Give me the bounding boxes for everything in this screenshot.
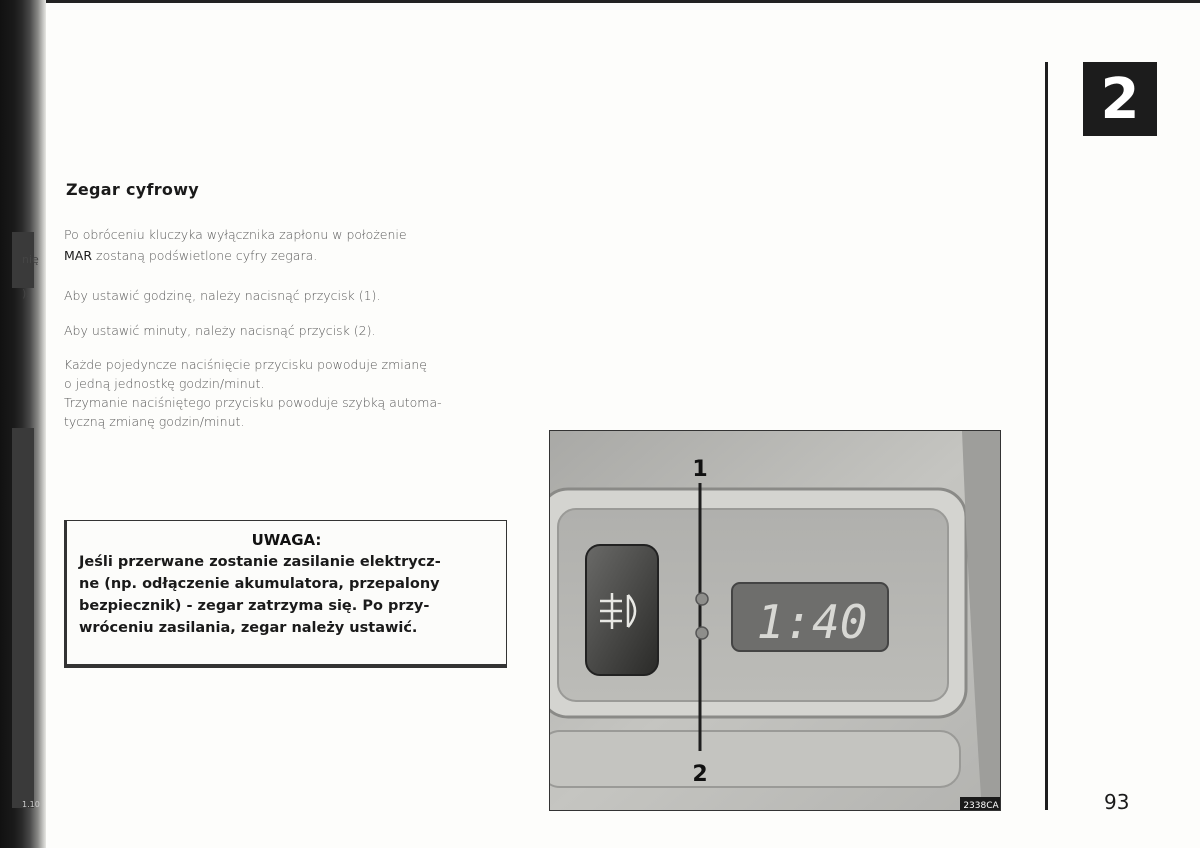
clock-photo xyxy=(549,430,1001,811)
clock-digits: 1:40 xyxy=(756,595,868,649)
paragraph-line: Każde pojedyncze naciśnięcie przycisku powoduje zmianę xyxy=(64,357,428,372)
warning-line: bezpiecznik) - zegar zatrzyma się. Po przy- xyxy=(79,598,430,614)
figure-code: 2338CA xyxy=(963,801,999,811)
warning-box xyxy=(64,520,507,668)
paragraph-intro xyxy=(64,224,512,266)
book-spine xyxy=(0,0,46,848)
warning-text xyxy=(79,551,494,639)
bold-term: MAR xyxy=(64,248,93,263)
clock-photo-svg xyxy=(550,431,1001,811)
callout-label-1: 1 xyxy=(692,457,708,482)
page-number: 93 xyxy=(1104,790,1130,814)
chapter-marker xyxy=(1083,62,1157,136)
vertical-rule xyxy=(1045,62,1048,810)
warning-title: UWAGA: xyxy=(251,531,322,549)
warning-line: Jeśli przerwane zostanie zasilanie elektrycz- xyxy=(79,554,441,570)
minute-set-button[interactable] xyxy=(696,627,708,639)
warning-line: ne (np. odłączenie akumulatora, przepalony xyxy=(79,576,440,592)
paragraph-text: Po obróceniu kluczyka wyłącznika zapłonu w położenie xyxy=(64,227,407,242)
paragraph-hour: Aby ustawić godzinę, należy nacisnąć przycisk (1). xyxy=(64,288,381,303)
warning-line: wróceniu zasilania, zegar należy ustawić. xyxy=(79,620,418,636)
lower-panel xyxy=(550,731,960,787)
paragraph-minute: Aby ustawić minuty, należy nacisnąć przycisk (2). xyxy=(64,323,376,338)
paragraph-text: zostaną podświetlone cyfry zegara. xyxy=(96,248,318,263)
top-border xyxy=(46,0,1200,3)
paragraph-line: o jedną jednostkę godzin/minut. xyxy=(64,376,265,391)
spine-band xyxy=(12,428,34,808)
callout-label-2: 2 xyxy=(692,762,708,787)
paragraph-line: Trzymanie naciśniętego przycisku powoduje szybką automa- xyxy=(64,395,442,410)
paragraph-line: tyczną zmianę godzin/minut. xyxy=(64,414,245,429)
section-title: Zegar cyfrowy xyxy=(66,180,200,199)
chapter-number: 2 xyxy=(1100,66,1140,132)
hour-set-button[interactable] xyxy=(696,593,708,605)
spine-text-fragment: nię xyxy=(22,253,39,266)
paragraph-press xyxy=(64,355,512,431)
spine-text-fragment: ). xyxy=(22,287,30,300)
spine-text-fragment: 1.10 xyxy=(22,800,40,809)
